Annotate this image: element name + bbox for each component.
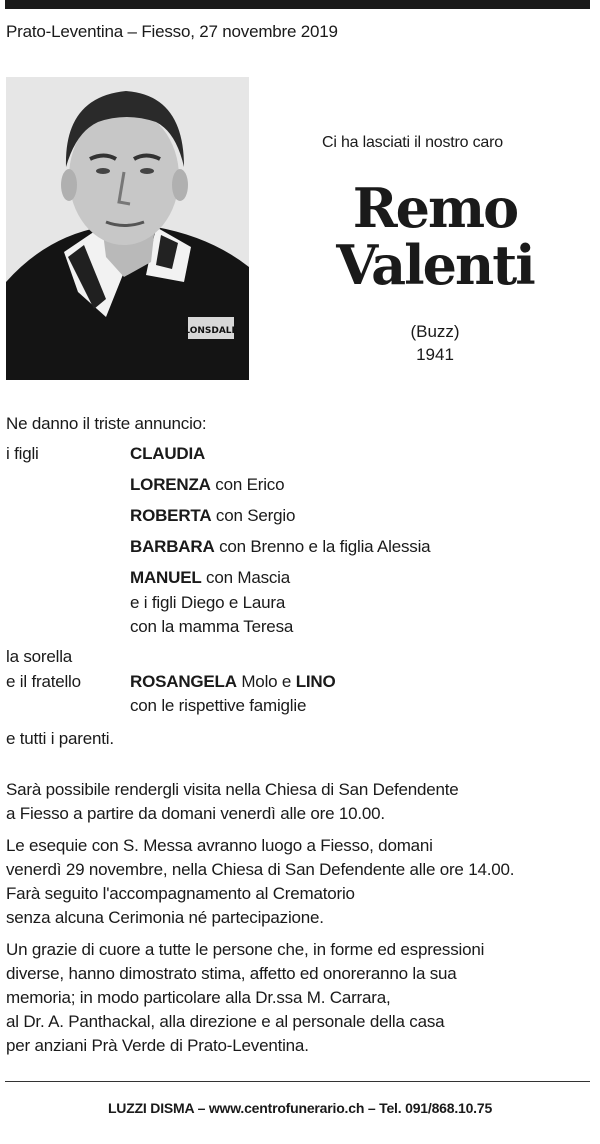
intro-text: Ci ha lasciati il nostro caro bbox=[322, 134, 503, 151]
paragraph-line: Farà seguito l'accompagnamento al Crematorio bbox=[6, 884, 355, 903]
child-line bbox=[130, 444, 205, 464]
paragraph-line: memoria; in modo particolare alla Dr.ssa M. Carrara, bbox=[6, 988, 391, 1007]
paragraph-line: a Fiesso a partire da domani venerdì alle ore 10.00. bbox=[6, 804, 385, 823]
birth-year: 1941 bbox=[416, 345, 454, 364]
child-name: BARBARA bbox=[130, 537, 215, 556]
child-line: LORENZA con Erico bbox=[130, 475, 285, 494]
portrait-photo bbox=[6, 77, 249, 380]
siblings-line: ROSANGELA Molo e LINO bbox=[130, 672, 336, 691]
bottom-rule bbox=[5, 1081, 590, 1082]
siblings-line-continuation: con le rispettive famiglie bbox=[130, 696, 307, 715]
nickname: (Buzz) bbox=[410, 322, 460, 341]
paragraph-line: venerdì 29 novembre, nella Chiesa di San Defendente alle ore 14.00. bbox=[6, 860, 515, 879]
paragraph-line: al Dr. A. Panthackal, alla direzione e al personale della casa bbox=[6, 1012, 445, 1031]
child-line-continuation: con la mamma Teresa bbox=[130, 617, 294, 636]
top-rule bbox=[5, 0, 590, 9]
paragraph-line: Le esequie con S. Messa avranno luogo a Fiesso, domani bbox=[6, 836, 433, 855]
children-label: i figli bbox=[6, 444, 39, 463]
deceased-last-name: Valenti bbox=[336, 233, 534, 297]
sister-label: la sorella bbox=[6, 647, 73, 666]
paragraph-line: Un grazie di cuore a tutte le persone che, in forme ed espressioni bbox=[6, 940, 485, 959]
child-line-continuation: e i figli Diego e Laura bbox=[130, 593, 286, 612]
child-name: ROBERTA bbox=[130, 506, 212, 525]
child-name: CLAUDIA bbox=[130, 444, 206, 463]
relatives-text: e tutti i parenti. bbox=[6, 729, 114, 748]
deceased-first-name: Remo bbox=[352, 176, 518, 240]
child-line: MANUEL con Mascia bbox=[130, 568, 291, 587]
shirt-logo: LONSDALE bbox=[184, 326, 238, 336]
brother-label: e il fratello bbox=[6, 672, 81, 691]
paragraph-line: per anziani Prà Verde di Prato-Leventina. bbox=[6, 1036, 309, 1055]
paragraph-line: diverse, hanno dimostrato stima, affetto ed onoreranno la sua bbox=[6, 964, 457, 983]
paragraph-line: senza alcuna Cerimonia né partecipazione. bbox=[6, 908, 324, 927]
dateline: Prato-Leventina – Fiesso, 27 novembre 2019 bbox=[6, 22, 338, 41]
child-line: ROBERTA con Sergio bbox=[130, 506, 296, 525]
footer-contact: LUZZI DISMA – www.centrofunerario.ch – Tel. 091/868.10.75 bbox=[107, 1100, 493, 1116]
child-name: MANUEL bbox=[130, 568, 202, 587]
child-name: LORENZA bbox=[130, 475, 211, 494]
paragraph-line: Sarà possibile rendergli visita nella Chiesa di San Defendente bbox=[6, 780, 459, 799]
announce-text: Ne danno il triste annuncio: bbox=[6, 414, 207, 433]
child-line: BARBARA con Brenno e la figlia Alessia bbox=[130, 537, 431, 556]
